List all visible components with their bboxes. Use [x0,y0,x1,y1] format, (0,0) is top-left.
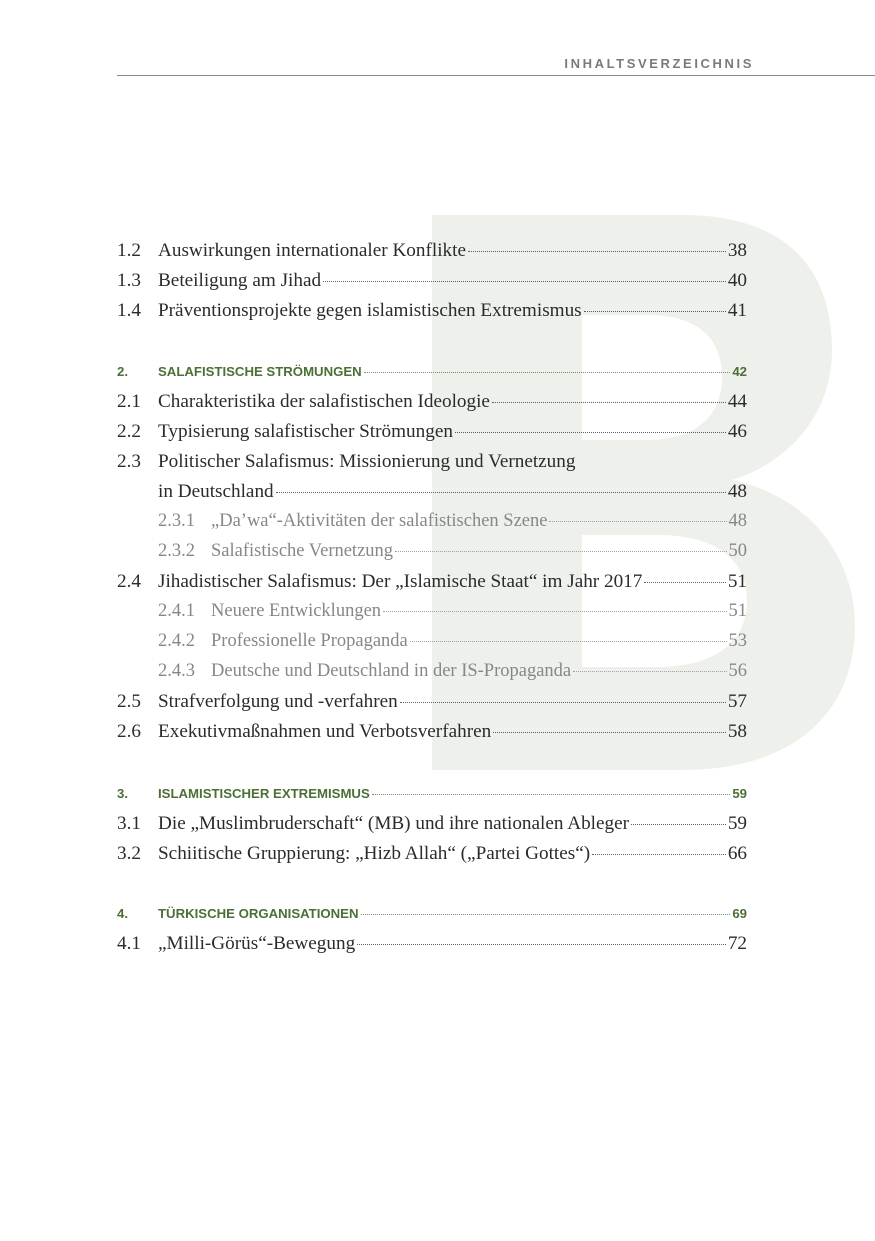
dot-leader [400,702,726,703]
toc-entry-4-1[interactable] [117,933,747,963]
toc-number: 2. [117,364,128,379]
dot-leader [361,914,731,915]
toc-entry-1-2[interactable] [117,240,747,270]
toc-page-number: 53 [728,631,747,651]
toc-number: 4. [117,906,128,921]
toc-title: Jihadistischer Salafismus: Der „Islamische Staat“ im Jahr 2017 [158,571,643,592]
toc-entry-2-3-continuation[interactable] [117,481,747,511]
toc-title: Deutsche und Deutschland in der IS-Propaganda [211,661,572,681]
toc-number: 2.4 [117,571,141,592]
toc-chapter-2[interactable] [117,364,747,394]
toc-title: Salafistische Vernetzung [211,541,394,561]
toc-entry-1-3[interactable] [117,270,747,300]
toc-title: Typisierung salafistischer Strömungen [158,421,453,442]
dot-leader [584,311,726,312]
toc-page-number: 57 [727,691,747,712]
dot-leader [549,521,726,522]
toc-title: Beteiligung am Jihad [158,270,322,291]
dot-leader [573,671,726,672]
toc-number: 3.1 [117,813,141,834]
toc-title: TÜRKISCHE ORGANISATIONEN [158,906,359,921]
dot-leader [631,824,726,825]
toc-title: Exekutivmaßnahmen und Verbotsverfahren [158,721,492,742]
toc-title: Charakteristika der salafistischen Ideologie [158,391,490,412]
toc-page-number: 42 [732,364,747,379]
toc-page-number: 48 [727,481,747,502]
toc-number: 2.1 [117,391,141,412]
toc-number: 3.2 [117,843,141,864]
toc-number: 2.3.2 [158,541,195,561]
toc-title: Auswirkungen internationaler Konflikte [158,240,466,261]
toc-number: 2.3 [117,451,141,472]
dot-leader [323,281,726,282]
dot-leader [468,251,726,252]
toc-title: Die „Muslimbruderschaft“ (MB) und ihre nationalen Ableger [158,813,630,834]
toc-entry-1-4[interactable] [117,300,747,330]
dot-leader [455,432,726,433]
toc-number: 3. [117,786,128,801]
toc-page-number: 51 [727,571,747,592]
dot-leader [276,492,726,493]
toc-page-number: 48 [728,511,747,531]
running-header-title: INHALTSVERZEICHNIS [564,56,754,71]
toc-number: 4.1 [117,933,141,954]
toc-title: ISLAMISTISCHER EXTREMISMUS [158,786,370,801]
dot-leader [383,611,726,612]
toc-page-number: 72 [727,933,747,954]
toc-title: Strafverfolgung und -verfahren [158,691,398,712]
toc-page-number: 66 [727,843,747,864]
toc-page-number: 59 [732,786,747,801]
toc-title: „Milli-Görüs“-Bewegung [158,933,356,954]
toc-page-number: 41 [727,300,747,321]
toc-page-number: 59 [727,813,747,834]
dot-leader [492,402,726,403]
dot-leader [395,551,726,552]
dot-leader [372,794,731,795]
toc-page-number: 51 [728,601,747,621]
toc-chapter-3[interactable] [117,786,747,816]
toc-entry-2-1[interactable] [117,391,747,421]
dot-leader [592,854,726,855]
toc-title: Neuere Entwicklungen [211,601,382,621]
toc-title: Schiitische Gruppierung: „Hizb Allah“ („Partei Gottes“) [158,843,591,864]
toc-entry-2-4-2[interactable] [117,631,747,661]
toc-number: 2.3.1 [158,511,195,531]
toc-title: SALAFISTISCHE STRÖMUNGEN [158,364,362,379]
toc-entry-2-5[interactable] [117,691,747,721]
toc-number: 2.4.2 [158,631,195,651]
toc-entry-3-1[interactable] [117,813,747,843]
toc-number: 2.4.1 [158,601,195,621]
toc-number: 2.5 [117,691,141,712]
dot-leader [364,372,731,373]
toc-entry-2-3-2[interactable] [117,541,747,571]
toc-number: 1.3 [117,270,141,291]
toc-entry-2-4-1[interactable] [117,601,747,631]
toc-entry-2-4[interactable] [117,571,747,601]
toc-page-number: 69 [732,906,747,921]
toc-title: Präventionsprojekte gegen islamistischen Extremismus [158,300,582,321]
toc-entry-3-2[interactable] [117,843,747,873]
toc-number: 2.2 [117,421,141,442]
toc-entry-2-3[interactable] [117,451,747,481]
header-rule [117,75,875,76]
toc-entry-2-6[interactable] [117,721,747,751]
toc-page-number: 58 [727,721,747,742]
toc-entry-2-4-3[interactable] [117,661,747,691]
toc-entry-2-3-1[interactable] [117,511,747,541]
toc-number: 1.4 [117,300,141,321]
toc-page-number: 38 [727,240,747,261]
dot-leader [493,732,726,733]
toc-title: „Da’wa“-Aktivitäten der salafistischen Szene [211,511,548,531]
toc-title: Politischer Salafismus: Missionierung und Vernetzung [158,451,576,472]
dot-leader [357,944,726,945]
toc-chapter-4[interactable] [117,906,747,936]
toc-entry-2-2[interactable] [117,421,747,451]
dot-leader [410,641,727,642]
toc-title: in Deutschland [158,481,274,502]
toc-number: 2.4.3 [158,661,195,681]
toc-title: Professionelle Propaganda [211,631,408,651]
toc-number: 2.6 [117,721,141,742]
toc-page-number: 46 [727,421,747,442]
toc-page-number: 50 [728,541,747,561]
toc-page-number: 44 [727,391,747,412]
toc-page-number: 56 [728,661,747,681]
toc-number: 1.2 [117,240,141,261]
dot-leader [644,582,725,583]
toc-page-number: 40 [727,270,747,291]
